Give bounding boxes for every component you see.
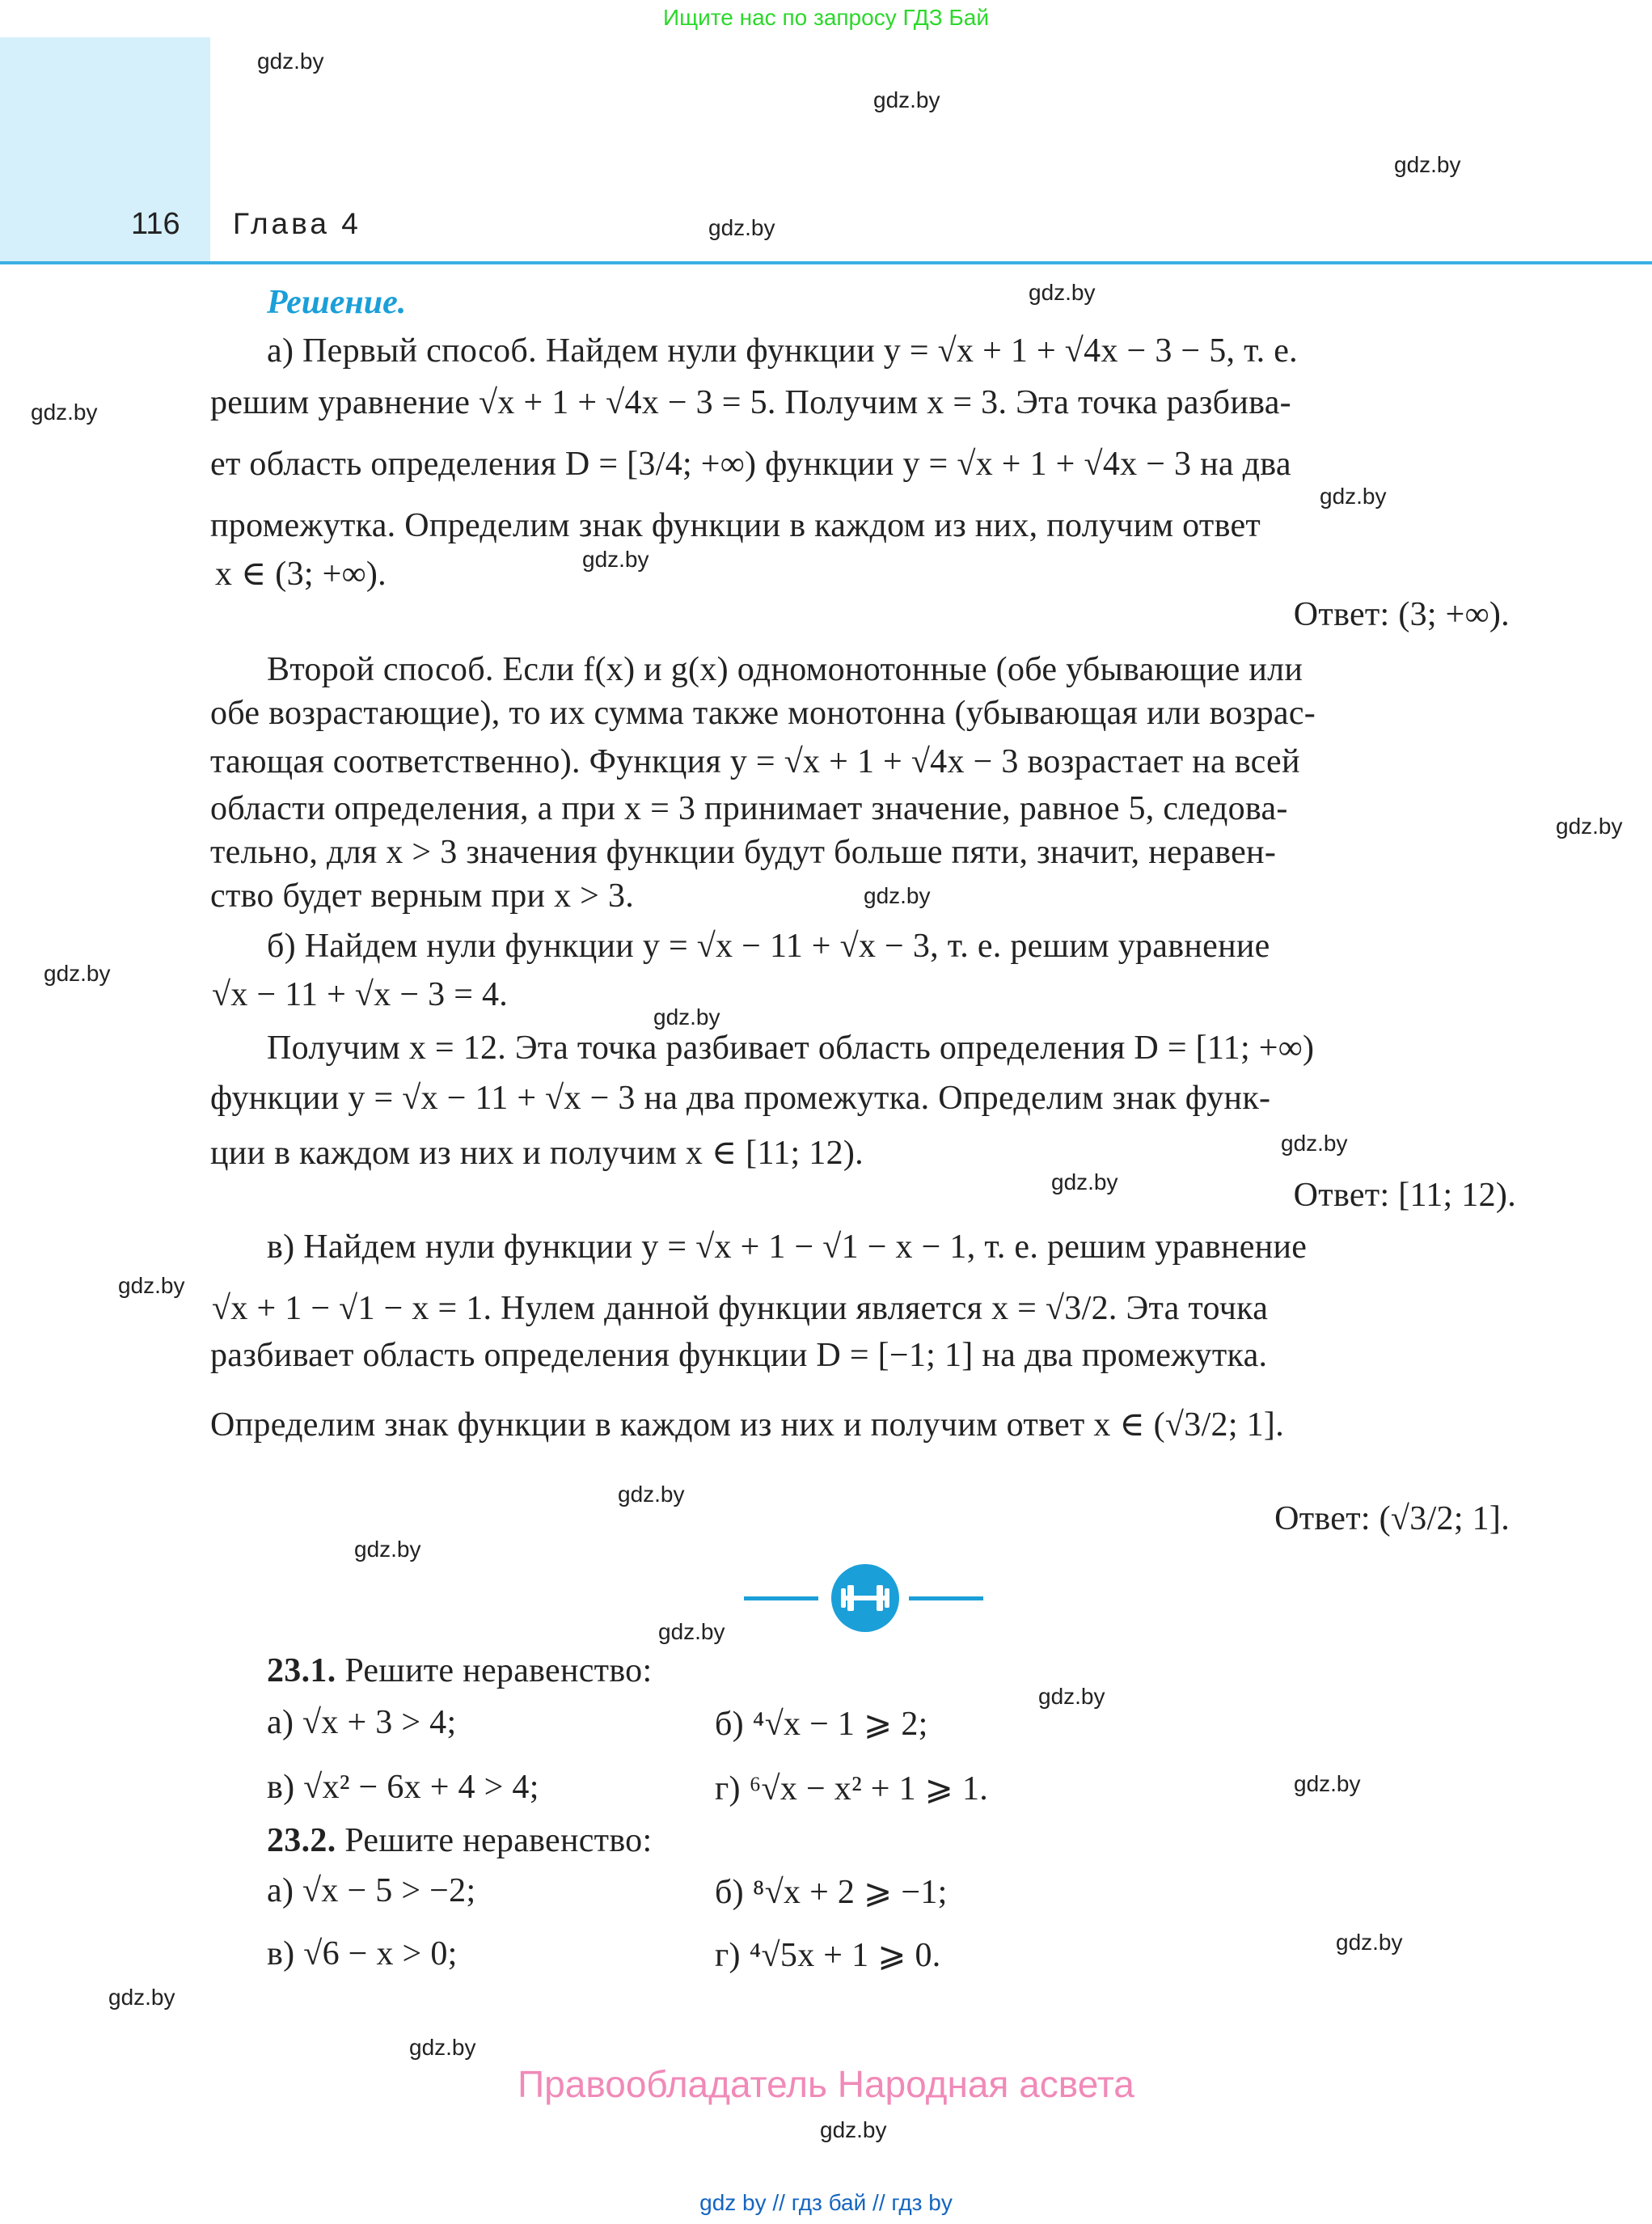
watermark: gdz.by — [1038, 1684, 1105, 1709]
text-line: области определения, а при x = 3 принимает значение, равное 5, следова- — [210, 790, 1288, 827]
exercise-23-2 — [267, 1821, 652, 1860]
watermark: gdz.by — [409, 2035, 476, 2060]
text-line: Получим x = 12. Эта точка разбивает область определения D = [11; +∞) — [267, 1030, 1315, 1067]
text-line: в) Найдем нули функции y = √x + 1 − √1 − x − 1, т. е. решим уравнение — [267, 1228, 1308, 1266]
section-divider-right — [909, 1596, 983, 1600]
text-line: а) Первый способ. Найдем нули функции y = √x + 1 + √4x − 3 − 5, т. е. — [267, 332, 1298, 370]
exercise-item: б) ⁴√x − 1 ⩾ 2; — [715, 1706, 928, 1743]
exercise-item: в) √6 − x > 0; — [267, 1935, 458, 1972]
text-line: обе возрастающие), то их сумма также монотонна (убывающая или возрас- — [210, 695, 1316, 732]
watermark: gdz.by — [873, 87, 940, 112]
exercise-item: в) √x² − 6x + 4 > 4; — [267, 1769, 539, 1806]
top-banner[interactable]: Ищите нас по запросу ГДЗ Бай — [662, 5, 990, 30]
exercise-task: Решите неравенство: — [344, 1822, 653, 1859]
watermark: gdz.by — [658, 1619, 725, 1644]
solution-heading: Решение. — [267, 284, 407, 321]
text-line: √x − 11 + √x − 3 = 4. — [212, 976, 509, 1013]
text-line: промежутка. Определим знак функции в каждом из них, получим ответ — [210, 507, 1261, 544]
exercise-item: а) √x − 5 > −2; — [267, 1872, 476, 1909]
watermark: gdz.by — [354, 1537, 421, 1562]
text-line: решим уравнение √x + 1 + √4x − 3 = 5. Получим x = 3. Эта точка разбива- — [210, 384, 1291, 421]
exercise-number: 23.2. — [267, 1822, 336, 1859]
exercise-item: б) ⁸√x + 2 ⩾ −1; — [715, 1874, 948, 1911]
watermark: gdz.by — [1556, 814, 1623, 839]
watermark: gdz.by — [1320, 484, 1387, 509]
watermark: gdz.by — [582, 547, 649, 572]
watermark: gdz.by — [864, 883, 931, 908]
watermark: gdz.by — [1294, 1771, 1361, 1796]
chapter-title: Глава 4 — [233, 207, 361, 240]
text-line: ет область определения D = [3/4; +∞) функции y = √x + 1 + √4x − 3 на два — [210, 446, 1291, 483]
watermark: gdz.by — [618, 1482, 685, 1507]
watermark: gdz.by — [708, 215, 775, 240]
exercise-23-1 — [267, 1651, 652, 1690]
text-line: ции в каждом из них и получим x ∈ [11; 12). — [210, 1135, 864, 1172]
watermark: gdz.by — [118, 1273, 185, 1298]
text-line: функции y = √x − 11 + √x − 3 на два промежутка. Определим знак функ- — [210, 1080, 1271, 1117]
exercise-number: 23.1. — [267, 1652, 336, 1689]
text-line: √x + 1 − √1 − x = 1. Нулем данной функции является x = √3/2. Эта точка — [212, 1290, 1269, 1327]
answer-line: Ответ: (√3/2; 1]. — [1274, 1500, 1510, 1537]
watermark: gdz.by — [1029, 280, 1096, 305]
watermark: gdz.by — [653, 1004, 720, 1030]
watermark: gdz.by — [1051, 1169, 1118, 1194]
text-line: тающая соответственно). Функция y = √x + 1 + √4x − 3 возрастает на всей — [210, 743, 1300, 780]
exercise-task: Решите неравенство: — [344, 1652, 653, 1689]
answer-line: Ответ: (3; +∞). — [1293, 596, 1510, 633]
text-line: б) Найдем нули функции y = √x − 11 + √x − 3, т. е. решим уравнение — [267, 928, 1270, 965]
exercise-item: а) √x + 3 > 4; — [267, 1704, 457, 1741]
watermark: gdz.by — [257, 49, 324, 74]
text-line: x ∈ (3; +∞). — [215, 556, 387, 593]
exercise-item: г) ⁶√x − x² + 1 ⩾ 1. — [715, 1770, 989, 1808]
section-divider-left — [744, 1596, 818, 1600]
text-line: разбивает область определения функции D = [−1; 1] на два промежутка. — [210, 1337, 1268, 1374]
watermark: gdz.by — [1394, 152, 1461, 177]
watermark: gdz.by — [44, 961, 111, 986]
header-divider — [0, 261, 1652, 264]
exercise-item: г) ⁴√5x + 1 ⩾ 0. — [715, 1937, 941, 1974]
watermark: gdz.by — [820, 2117, 887, 2142]
text-line: Второй способ. Если f(x) и g(x) одномонотонные (обе убывающие или — [267, 651, 1303, 688]
watermark: gdz.by — [1281, 1131, 1348, 1156]
watermark: gdz.by — [108, 1985, 175, 2010]
answer-line: Ответ: [11; 12). — [1293, 1177, 1516, 1214]
watermark: gdz.by — [31, 400, 98, 425]
watermark: gdz.by — [1336, 1930, 1403, 1955]
text-line: Определим знак функции в каждом из них и получим ответ x ∈ (√3/2; 1]. — [210, 1406, 1285, 1444]
text-line: ство будет верным при x > 3. — [210, 877, 635, 915]
dumbbell-icon — [831, 1564, 899, 1632]
text-line: тельно, для x > 3 значения функции будут больше пяти, значит, неравен- — [210, 834, 1277, 871]
page-number: 116 — [131, 207, 180, 241]
rights-holder: Правообладатель Народная асвета — [518, 2063, 1134, 2105]
footer-links[interactable]: gdz by // гдз бай // гдз by — [699, 2190, 953, 2215]
